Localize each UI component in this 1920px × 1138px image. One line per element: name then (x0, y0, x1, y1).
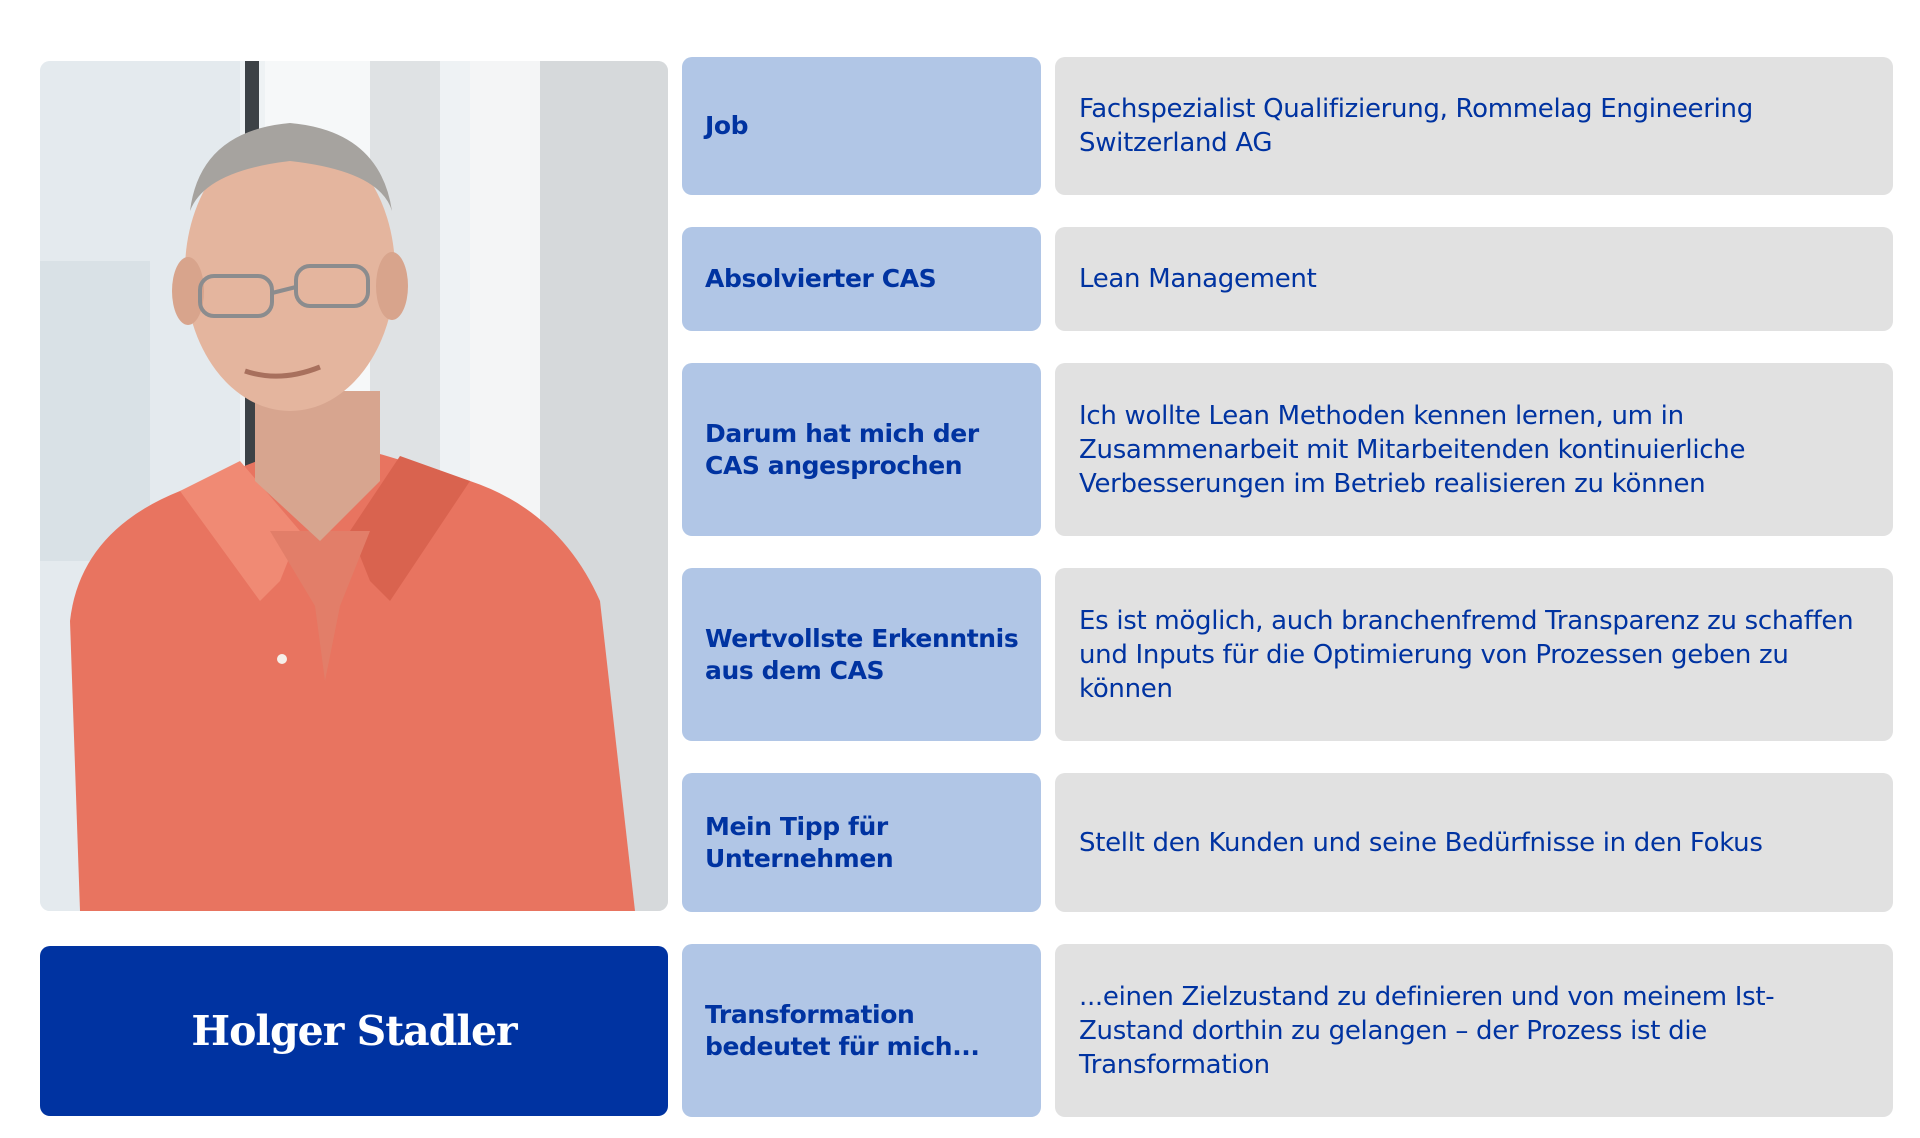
value-insight (1055, 568, 1893, 741)
label-transformation (682, 944, 1041, 1117)
label-transformation-text: Transformation bedeutet für mich... (705, 999, 980, 1061)
label-motivation (682, 363, 1041, 536)
value-motivation-text: Ich wollte Lean Methoden kennen lernen, um in Zusammenarbeit mit Mitarbeitenden kontinuierliche Verbesserungen im Betrieb realisieren zu können (1079, 400, 1746, 499)
value-job (1055, 57, 1893, 195)
label-cas (682, 227, 1041, 331)
label-motivation-text: Darum hat mich der CAS angesprochen (705, 418, 979, 480)
person-name: Holger Stadler (191, 1007, 517, 1055)
label-cas-text: Absolvierter CAS (705, 264, 937, 293)
value-insight-text: Es ist möglich, auch branchenfremd Transparenz zu schaffen und Inputs für die Optimierung von Prozessen geben zu können (1079, 605, 1854, 704)
label-insight (682, 568, 1041, 741)
label-insight-text: Wertvollste Erkenntnis aus dem CAS (705, 623, 1019, 685)
portrait-illustration (40, 61, 668, 911)
name-banner (40, 946, 668, 1116)
value-cas-text: Lean Management (1079, 264, 1317, 294)
label-job (682, 57, 1041, 195)
value-transformation (1055, 944, 1893, 1117)
value-tip (1055, 773, 1893, 912)
value-motivation (1055, 363, 1893, 536)
value-tip-text: Stellt den Kunden und seine Bedürfnisse in den Fokus (1079, 827, 1763, 858)
portrait-photo (40, 61, 668, 911)
value-job-text: Fachspezialist Qualifizierung, Rommelag Engineering Switzerland AG (1079, 94, 1753, 158)
value-transformation-text: ...einen Zielzustand zu definieren und von meinem Ist-Zustand dorthin zu gelangen – der Prozess ist die Transformation (1079, 981, 1775, 1080)
label-tip (682, 773, 1041, 912)
label-job-text: Job (705, 111, 749, 140)
value-cas (1055, 227, 1893, 331)
label-tip-text: Mein Tipp für Unternehmen (705, 811, 894, 873)
